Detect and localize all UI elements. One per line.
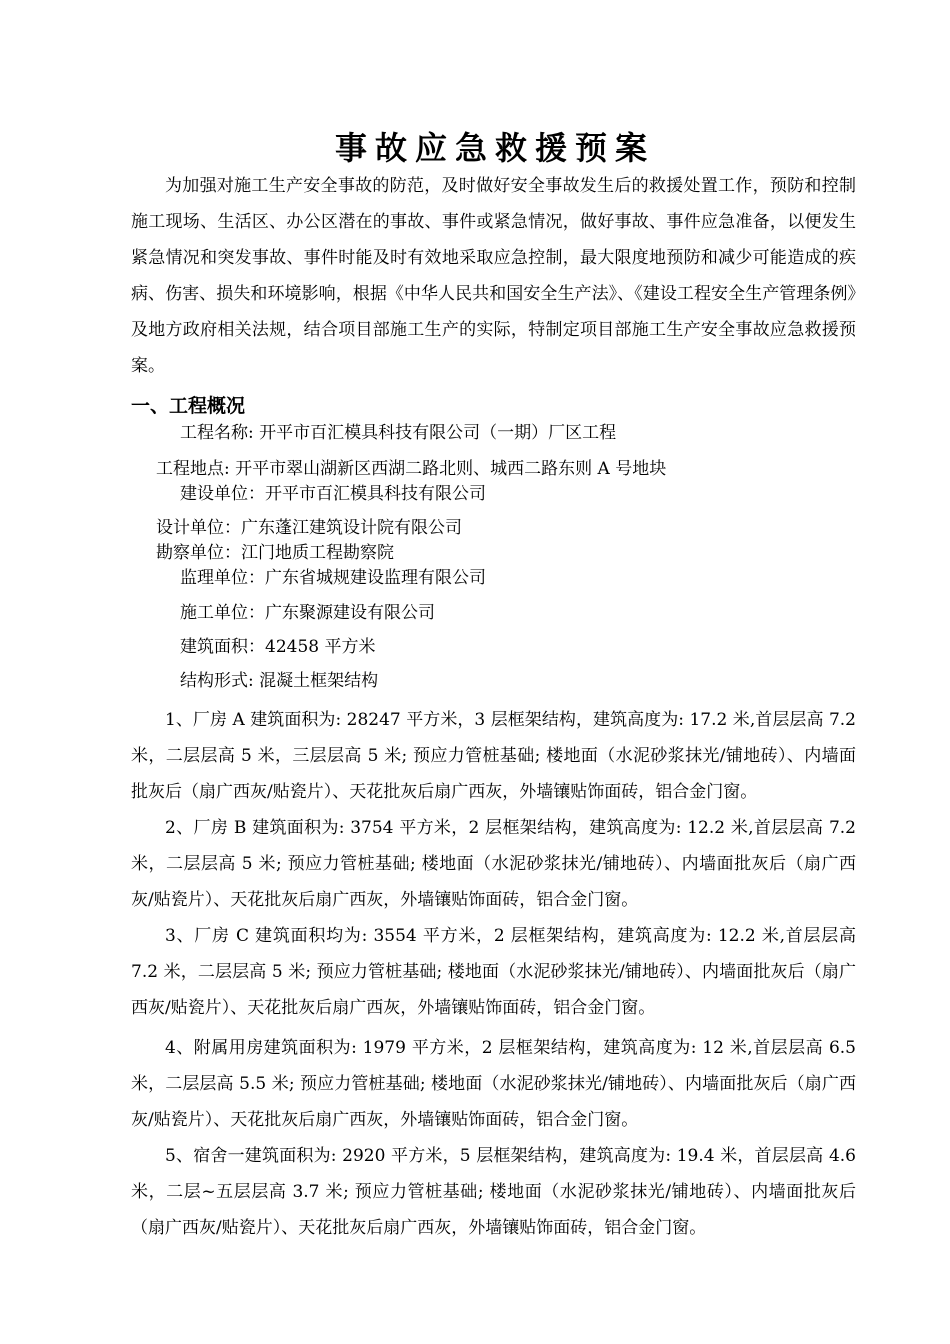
supervisor-line: 监理单位：广东省城规建设监理有限公司 xyxy=(180,568,486,588)
building-paragraph: 4、附属用房建筑面积为: 1979 平方米，2 层框架结构，建筑高度为: 12 米,首层层高 6.5 米，二层层高 5.5 米; 预应力管桩基础; 楼地面（水泥砂浆抹光/铺地砖）、内墙面批灰后（扇广西灰/贴瓷片）、天花批灰后扇广西灰，外墙镶贴饰面砖，铝合金门窗。 xyxy=(131,1038,856,1130)
building-paragraph: 3、厂房 C 建筑面积均为: 3554 平方米，2 层框架结构，建筑高度为: 12.2 米,首层层高 7.2 米，二层层高 5 米; 预应力管桩基础; 楼地面（水泥砂浆抹光/铺地砖）、内墙面批灰后（扇广西灰/贴瓷片）、天花批灰后扇广西灰，外墙镶贴饰面砖，铝合金门窗。 xyxy=(131,926,856,1018)
document-title: 事故应急救援预案 xyxy=(334,129,655,167)
building-paragraph: 2、厂房 B 建筑面积为: 3754 平方米，2 层框架结构，建筑高度为: 12.2 米,首层层高 7.2 米，二层层高 5 米; 预应力管桩基础; 楼地面（水泥砂浆抹光/铺地砖）、内墙面批灰后（扇广西灰/贴瓷片）、天花批灰后扇广西灰，外墙镶贴饰面砖，铝合金门窗。 xyxy=(131,818,856,910)
structure-line: 结构形式: 混凝土框架结构 xyxy=(180,671,379,691)
contractor-line: 施工单位：广东聚源建设有限公司 xyxy=(180,603,435,623)
area-line: 建筑面积：42458 平方米 xyxy=(180,637,376,657)
intro-paragraph: 为加强对施工生产安全事故的防范，及时做好安全事故发生后的救援处置工作，预防和控制施工现场、生活区、办公区潜在的事故、事件或紧急情况，做好事故、事件应急准备，以便发生紧急情况和突发事故、事件时能及时有效地采取应急控制，最大限度地预防和减少可能造成的疾病、伤害、损失和环境影响，根据《中华人民共和国安全生产法》、《建设工程安全生产管理条例》及地方政府相关法规，结合项目部施工生产的实际，特制定项目部施工生产安全事故应急救援预案。 xyxy=(131,176,856,376)
surveyor-line: 勘察单位：江门地质工程勘察院 xyxy=(156,543,394,563)
building-paragraph: 1、厂房 A 建筑面积为: 28247 平方米，3 层框架结构，建筑高度为: 17.2 米,首层层高 7.2 米，二层层高 5 米，三层层高 5 米; 预应力管桩基础; 楼地面（水泥砂浆抹光/铺地砖）、内墙面批灰后（扇广西灰/贴瓷片）、天花批灰后扇广西灰，外墙镶贴饰面砖，铝合金门窗。 xyxy=(131,710,856,802)
section-heading: 一、工程概况 xyxy=(131,395,246,417)
building-paragraph: 5、宿舍一建筑面积为: 2920 平方米，5 层框架结构，建筑高度为: 19.4 米，首层层高 4.6 米，二层~五层层高 3.7 米; 预应力管桩基础; 楼地面（水泥砂浆抹光/铺地砖）、内墙面批灰后（扇广西灰/贴瓷片）、天花批灰后扇广西灰，外墙镶贴饰面砖，铝合金门窗。 xyxy=(131,1146,856,1238)
project-location-line: 工程地点: 开平市翠山湖新区西湖二路北则、城西二路东则 A 号地块 xyxy=(156,459,667,479)
designer-line: 设计单位：广东蓬江建筑设计院有限公司 xyxy=(156,518,462,538)
project-name-line: 工程名称: 开平市百汇模具科技有限公司（一期）厂区工程 xyxy=(180,423,617,443)
owner-line: 建设单位：开平市百汇模具科技有限公司 xyxy=(180,484,486,504)
